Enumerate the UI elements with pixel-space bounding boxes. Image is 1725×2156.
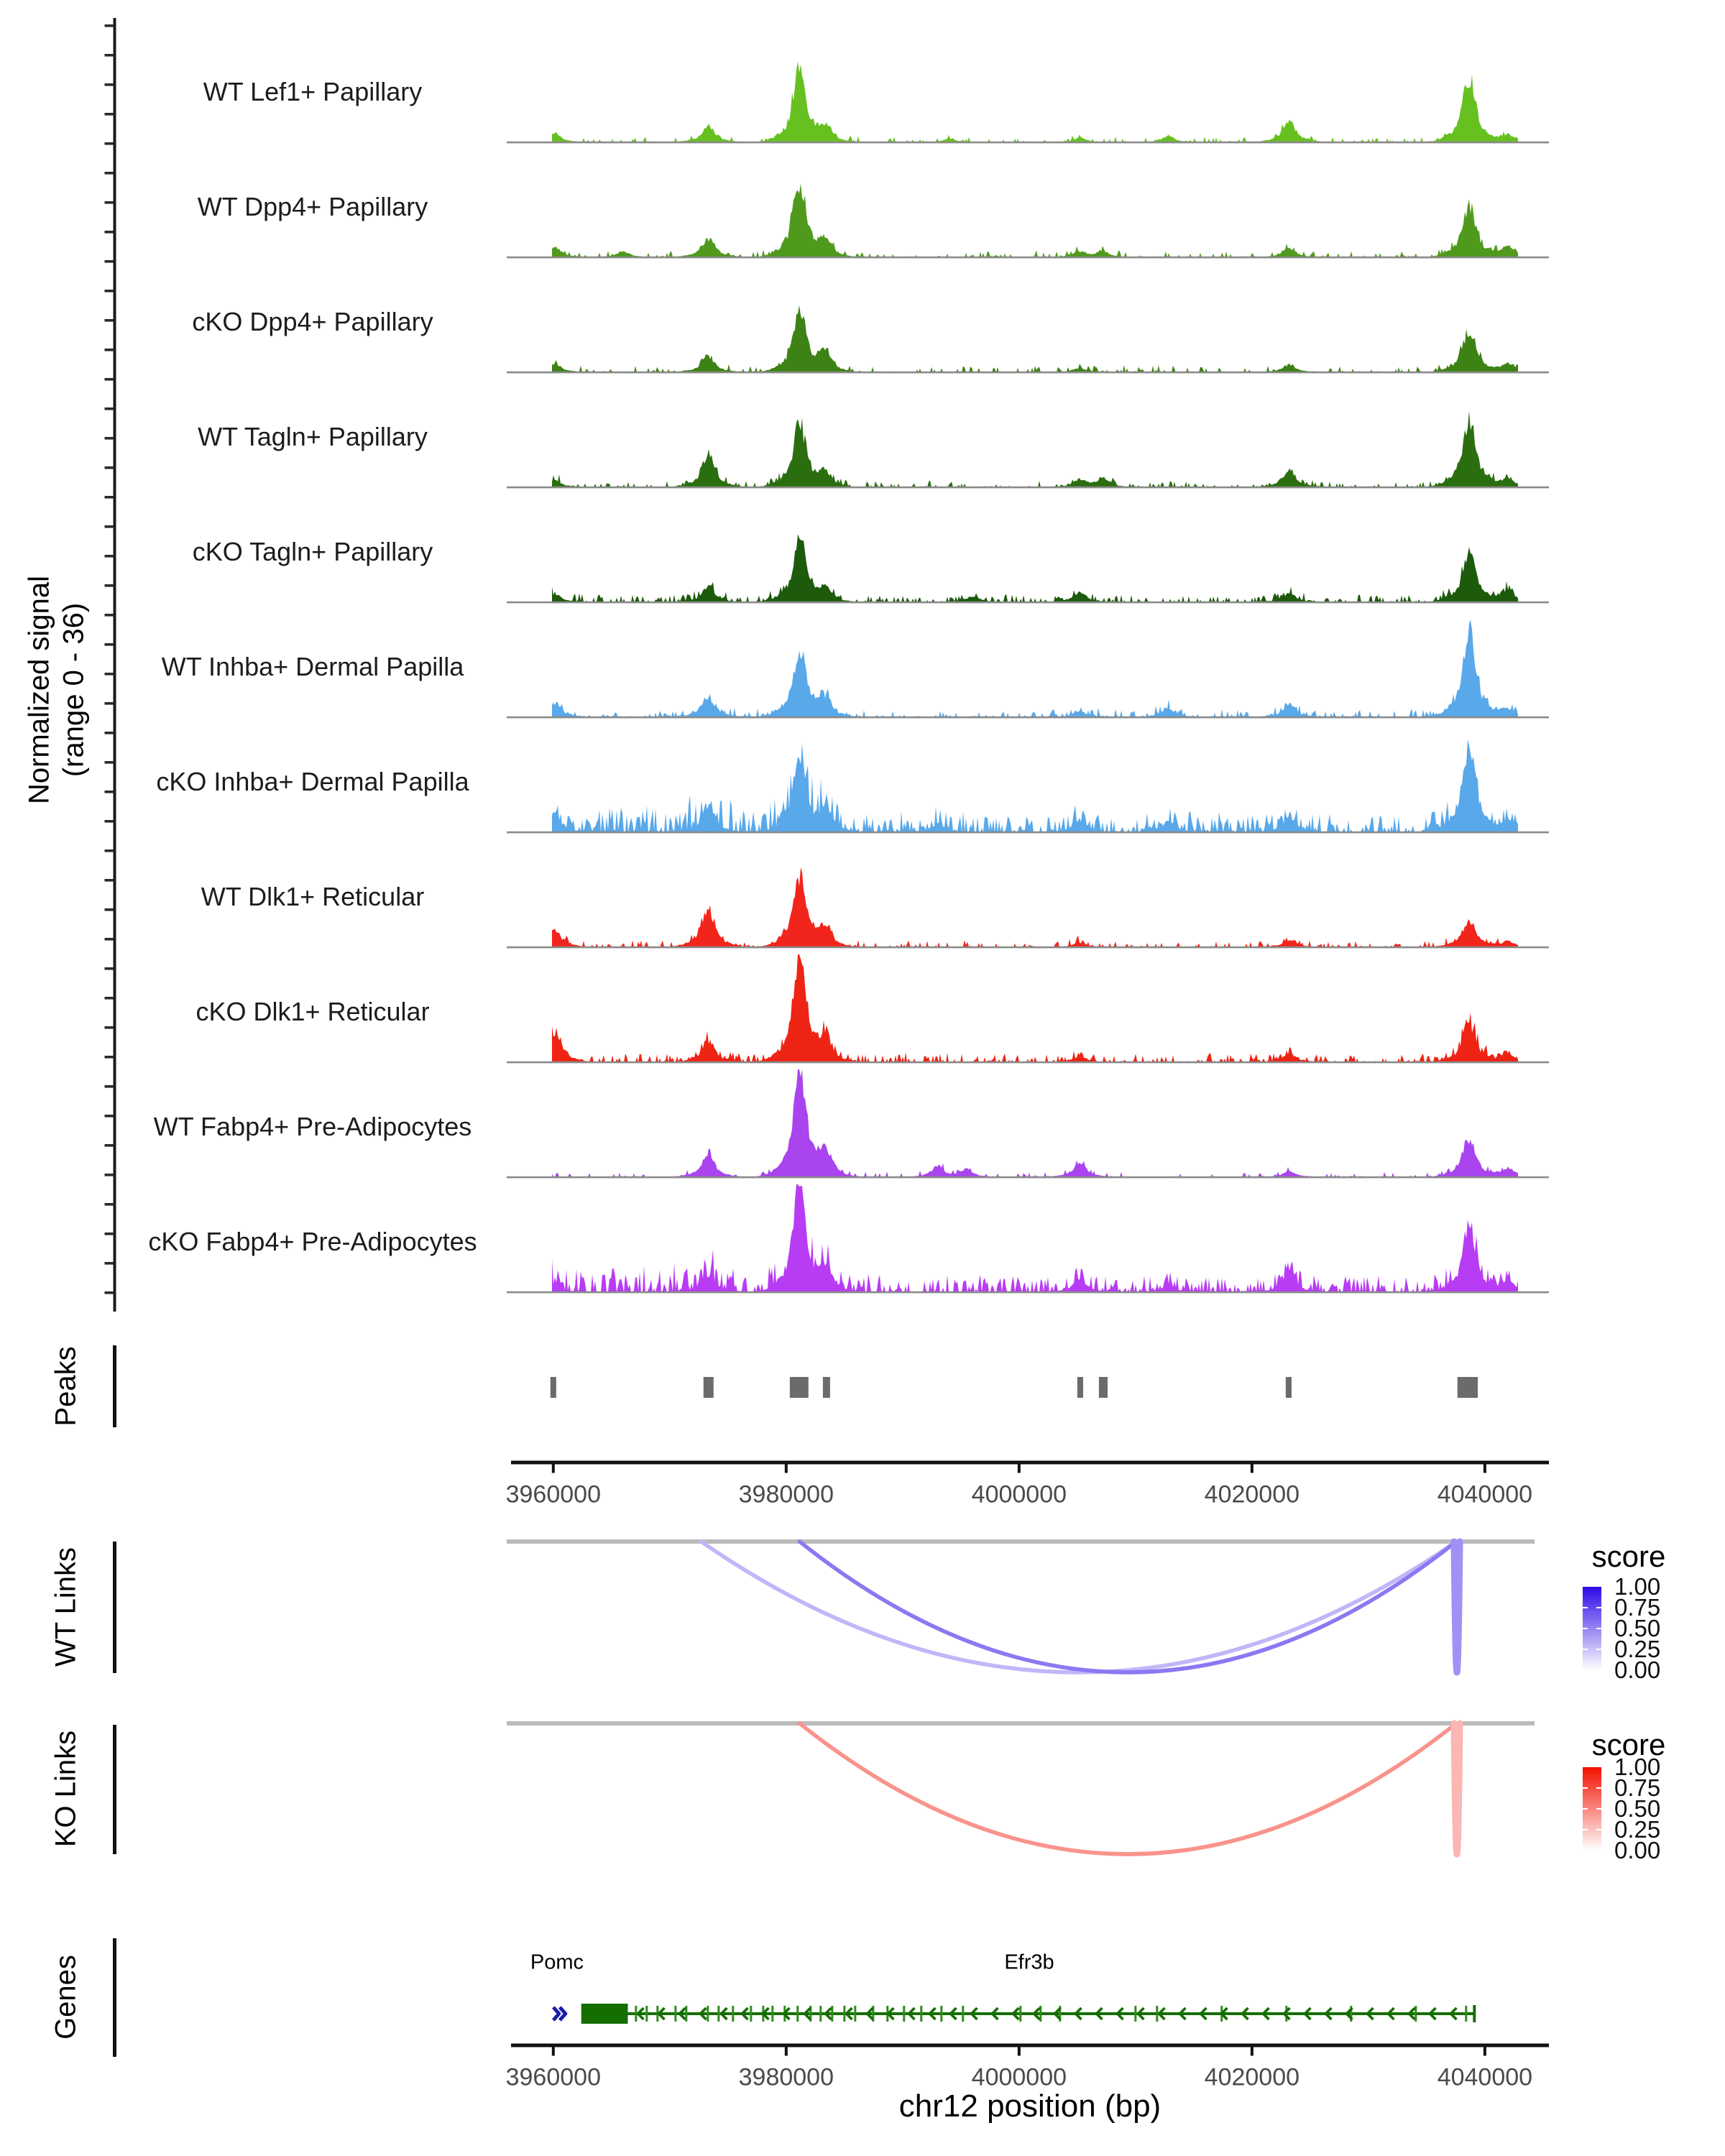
y-axis-tick: [105, 643, 114, 646]
genome-axis: [511, 2044, 1549, 2047]
gene-efr3b-exon: [1019, 2006, 1021, 2022]
track-baseline: [507, 257, 1549, 259]
links-layer: [507, 1539, 1601, 1854]
gene-efr3b-exon: [732, 2006, 734, 2022]
track-baseline: [507, 831, 1549, 834]
y-axis-tick: [105, 407, 114, 410]
genome-axis-tick-label: 4020000: [1204, 1480, 1300, 1508]
gene-label-efr3b: Efr3b: [1004, 1950, 1054, 1974]
y-axis-tick: [105, 54, 114, 57]
link-arc: [702, 1542, 1456, 1672]
peaks-axis-bar: [113, 1345, 116, 1427]
track-baseline: [507, 717, 1549, 719]
genome-axis-tick: [1018, 1465, 1021, 1473]
link-arc: [1454, 1723, 1460, 1854]
y-axis-tick: [105, 761, 114, 764]
score-legend-tick-label: 0.00: [1614, 1837, 1661, 1864]
signal-track-9: [507, 954, 1549, 1062]
genome-axis-tick-label: 4000000: [971, 1480, 1067, 1508]
genome-axis: [511, 1461, 1549, 1465]
genes-panel-label: Genes: [50, 1955, 82, 2040]
track-baseline: [507, 1176, 1549, 1179]
y-axis-tick: [105, 997, 114, 1000]
track-label: cKO Tagln+ Papillary: [192, 537, 433, 566]
legend-notch: [1596, 1628, 1601, 1629]
genome-axis-tick: [1484, 2047, 1486, 2056]
gene-efr3b-exon: [796, 2006, 799, 2022]
track-baseline: [507, 1291, 1549, 1294]
link-arc: [799, 1723, 1456, 1854]
genome-axis-tick-label: 3980000: [738, 1480, 834, 1508]
wt-links-panel-label: WT Links: [50, 1547, 82, 1667]
links-baseline: [507, 1721, 1535, 1726]
track-baseline: [507, 946, 1549, 949]
track-baseline: [507, 372, 1549, 374]
genome-axis-tick-label: 3980000: [738, 2063, 834, 2091]
legend-notch: [1596, 1607, 1601, 1608]
genome-axis-tick-label: 4040000: [1437, 2063, 1533, 2091]
peak-interval: [704, 1377, 714, 1398]
genes-layer: [553, 2004, 1476, 2024]
peaks-panel-label: Peaks: [50, 1346, 82, 1427]
genome-axis-tick: [1484, 1465, 1486, 1473]
signal-track-8: [507, 867, 1549, 947]
gene-efr3b-exon: [645, 2006, 648, 2022]
legend-notch: [1583, 1787, 1588, 1789]
signal-tracks-layer: [507, 61, 1549, 1293]
score-legend-tick-label: 0.00: [1614, 1657, 1661, 1683]
score-legend-tick-label: 1.00: [1614, 1573, 1661, 1600]
y-axis-tick: [105, 584, 114, 587]
signal-track-1: [507, 61, 1549, 142]
track-label: WT Fabp4+ Pre-Adipocytes: [153, 1112, 472, 1141]
y-axis-tick: [105, 201, 114, 204]
y-axis-tick: [105, 378, 114, 381]
gene-efr3b-exon: [1465, 2006, 1467, 2022]
y-axis-tick: [105, 437, 114, 440]
track-label: WT Dpp4+ Papillary: [197, 192, 428, 221]
x-axis-title: chr12 position (bp): [898, 2088, 1162, 2124]
signal-track-2: [507, 183, 1549, 257]
y-axis-tick: [105, 24, 114, 27]
peak-interval: [790, 1377, 809, 1398]
link-arc: [799, 1542, 1456, 1672]
y-axis-tick: [105, 466, 114, 469]
genome-axis-tick: [1018, 2047, 1021, 2056]
y-axis-tick: [105, 260, 114, 263]
legend-notch: [1583, 1649, 1588, 1650]
y-axis-tick: [105, 702, 114, 705]
genome-axis-tick-label: 4020000: [1204, 2063, 1300, 2091]
gene-efr3b-exon: [854, 2006, 856, 2022]
legend-notch: [1596, 1649, 1601, 1650]
score-legend-tick-label: 0.75: [1614, 1774, 1661, 1801]
y-axis-tick: [105, 1144, 114, 1147]
signal-track-5: [507, 534, 1549, 602]
genome-axis-tick: [1251, 1465, 1254, 1473]
y-axis-tick: [105, 349, 114, 351]
genome-axis-tick: [552, 1465, 555, 1473]
track-label: WT Dlk1+ Reticular: [201, 882, 425, 911]
y-axis-tick: [105, 231, 114, 234]
y-axis-tick: [105, 791, 114, 793]
legend-notch: [1583, 1628, 1588, 1629]
y-axis-label-line1: Normalized signal: [23, 576, 55, 804]
peak-interval: [551, 1377, 556, 1398]
genome-axis-tick-label: 4040000: [1437, 1480, 1533, 1508]
y-axis-tick: [105, 1203, 114, 1206]
gene-efr3b-exon: [819, 2006, 822, 2022]
peak-interval: [1286, 1377, 1292, 1398]
gene-label-pomc: Pomc: [530, 1950, 584, 1974]
legend-notch: [1583, 1808, 1588, 1810]
y-axis-tick: [105, 614, 114, 617]
legend-notch: [1583, 1607, 1588, 1608]
y-axis-tick: [105, 172, 114, 175]
genome-axis-tick-label: 3960000: [505, 1480, 601, 1508]
y-axis-tick: [105, 1026, 114, 1029]
score-legend-tick-label: 1.00: [1614, 1754, 1661, 1780]
y-axis-tick: [105, 849, 114, 852]
peak-interval: [1099, 1377, 1108, 1398]
score-legend-tick-label: 0.75: [1614, 1594, 1661, 1621]
score-legend-tick-label: 0.50: [1614, 1615, 1661, 1641]
y-axis-tick: [105, 113, 114, 116]
gene-efr3b-exon: [903, 2006, 905, 2022]
gene-efr3b-exon: [771, 2006, 773, 2022]
y-axis-tick: [105, 820, 114, 823]
legend-notch: [1596, 1829, 1601, 1830]
legend-notch: [1596, 1808, 1601, 1810]
legend-notch: [1583, 1829, 1588, 1830]
y-axis-tick: [105, 142, 114, 145]
genes-axis-bar: [113, 1938, 116, 2057]
peak-interval: [1077, 1377, 1083, 1398]
genome-axis-tick-label: 4000000: [971, 2063, 1067, 2091]
track-label: cKO Dpp4+ Papillary: [192, 307, 433, 336]
y-axis-tick: [105, 1233, 114, 1235]
wt-links-axis-bar: [113, 1542, 116, 1673]
y-axis-tick: [105, 908, 114, 911]
y-axis-tick: [105, 290, 114, 292]
legend-notch: [1596, 1787, 1601, 1789]
wt-score-legend-title: score: [1591, 1539, 1666, 1573]
y-axis-label-line2: (range 0 - 36): [58, 602, 90, 778]
ko-score-legend-title: score: [1591, 1728, 1666, 1761]
y-axis-tick: [105, 879, 114, 882]
track-baseline: [507, 487, 1549, 489]
track-label: WT Tagln+ Papillary: [198, 422, 428, 451]
gene-pomc-arrow: [553, 2007, 559, 2020]
y-axis-tick: [105, 525, 114, 528]
track-baseline: [507, 142, 1549, 144]
peak-interval: [1458, 1377, 1478, 1398]
gene-efr3b-exon: [1134, 2006, 1136, 2022]
gene-efr3b-exon: [707, 2006, 709, 2022]
signal-track-10: [507, 1069, 1549, 1177]
gene-efr3b-exon: [750, 2006, 752, 2022]
gene-efr3b-first-exon: [581, 2004, 628, 2024]
genome-axis-tick: [1251, 2047, 1254, 2056]
links-baseline: [507, 1539, 1535, 1544]
y-axis-tick: [105, 1056, 114, 1059]
signal-track-4: [507, 411, 1549, 488]
track-label: cKO Dlk1+ Reticular: [196, 997, 430, 1026]
genome-axis-tick: [785, 1465, 788, 1473]
y-axis-tick: [105, 673, 114, 676]
y-axis-tick: [105, 1291, 114, 1294]
signal-track-11: [507, 1184, 1549, 1292]
y-axis-tick: [105, 938, 114, 941]
gene-efr3b-exon: [962, 2006, 964, 2022]
y-axis-tick: [105, 967, 114, 970]
ko-links-panel-label: KO Links: [50, 1730, 82, 1848]
genome-axis-tick-label: 3960000: [505, 2063, 601, 2091]
signal-track-6: [507, 620, 1549, 717]
score-legend-tick-label: 0.25: [1614, 1636, 1661, 1662]
gene-efr3b-end: [1473, 2005, 1476, 2022]
score-legend-tick-label: 0.25: [1614, 1816, 1661, 1843]
y-axis-tick: [105, 555, 114, 558]
track-baseline: [507, 602, 1549, 604]
ko-links-axis-bar: [113, 1725, 116, 1854]
y-axis-tick: [105, 1174, 114, 1176]
track-label: WT Inhba+ Dermal Papilla: [161, 652, 464, 681]
signal-track-7: [507, 740, 1549, 832]
genome-axis-tick: [552, 2047, 555, 2056]
peak-interval: [823, 1377, 830, 1398]
gene-efr3b-exon: [717, 2006, 719, 2022]
y-axis-tick: [105, 83, 114, 86]
y-axis-tick: [105, 732, 114, 734]
gene-efr3b-exon: [674, 2006, 676, 2022]
track-baseline: [507, 1061, 1549, 1064]
y-axis-tick: [105, 1262, 114, 1265]
gene-efr3b-exon: [920, 2006, 922, 2022]
signal-y-axis: [114, 18, 116, 1312]
link-arc: [1454, 1542, 1460, 1672]
genome-axis-tick: [785, 2047, 788, 2056]
y-axis-tick: [105, 1085, 114, 1088]
track-label: WT Lef1+ Papillary: [203, 77, 423, 106]
y-axis-tick: [105, 1115, 114, 1118]
track-label: cKO Inhba+ Dermal Papilla: [156, 767, 469, 796]
y-axis-tick: [105, 496, 114, 499]
section-bars-layer: [113, 1345, 116, 2057]
gene-efr3b-exon: [940, 2006, 942, 2022]
signal-track-3: [507, 305, 1549, 373]
score-legend-tick-label: 0.50: [1614, 1795, 1661, 1822]
peaks-layer: [551, 1377, 1478, 1398]
track-label: cKO Fabp4+ Pre-Adipocytes: [148, 1227, 477, 1256]
y-axis-tick: [105, 319, 114, 322]
